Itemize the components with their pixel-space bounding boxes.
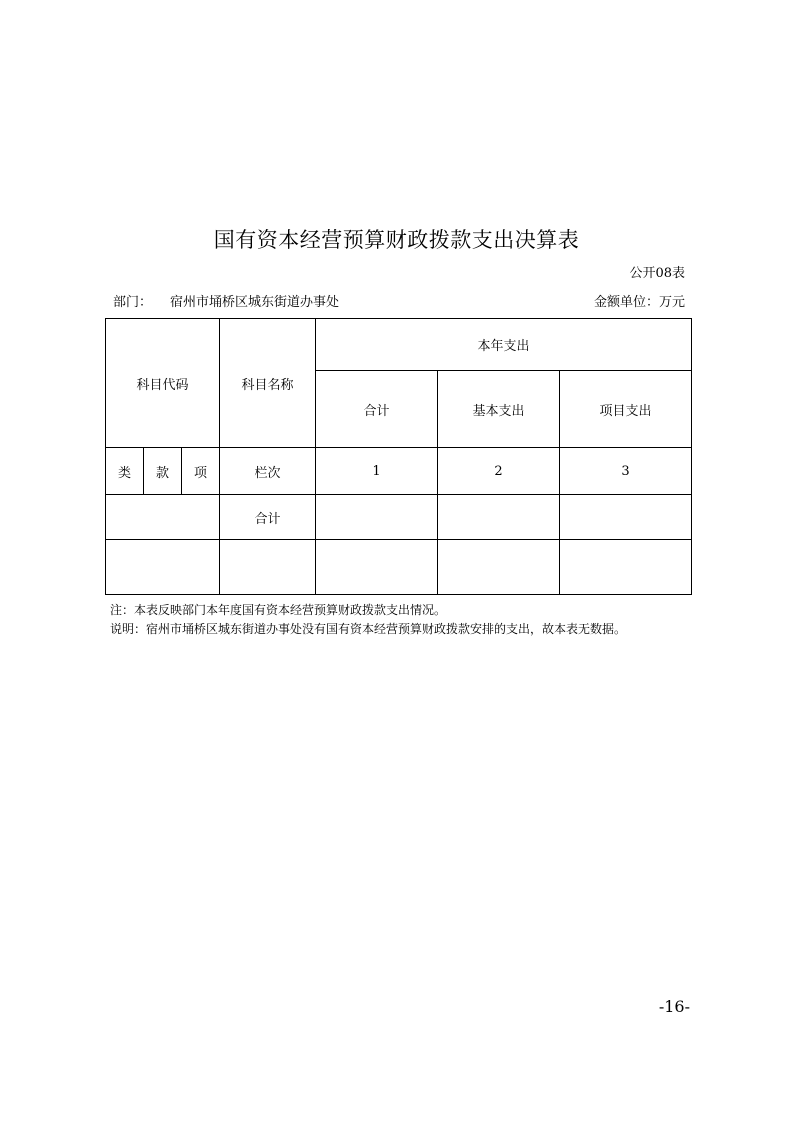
empty-row-total [316,540,438,595]
current-year-expenditure-header: 本年支出 [316,319,692,371]
page-number: -16- [658,997,690,1016]
page-title: 国有资本经营预算财政拨款支出决算表 [213,228,580,252]
empty-row-name [220,540,316,595]
expenditure-table [105,318,692,595]
amount-unit: 金额单位：万元 [593,295,685,310]
form-number: 公开08表 [629,266,685,281]
empty-row-code [106,540,220,595]
empty-row-project [560,540,692,595]
class-header: 类 [106,448,144,495]
xiang-header: 项 [182,448,220,495]
subject-name-header: 科目名称 [220,319,316,448]
total-row-basic [438,495,560,540]
department-value: 宿州市埇桥区城东街道办事处 [170,295,340,310]
table-note: 注：本表反映部门本年度国有资本经营预算财政拨款支出情况。 [110,603,447,617]
subject-code-header: 科目代码 [106,319,220,448]
column-index-2: 2 [438,448,560,495]
column-index-1: 1 [316,448,438,495]
empty-row-basic [438,540,560,595]
total-header: 合计 [316,371,438,448]
column-index-3: 3 [560,448,692,495]
department-label: 部门： [113,295,153,310]
project-expenditure-header: 项目支出 [560,371,692,448]
column-index-label: 栏次 [220,448,316,495]
total-row-project [560,495,692,540]
total-row-code [106,495,220,540]
table-explanation: 说明：宿州市埇桥区城东街道办事处没有国有资本经营预算财政拨款安排的支出，故本表无数据。 [110,622,627,636]
total-row-total [316,495,438,540]
basic-expenditure-header: 基本支出 [438,371,560,448]
total-row-label: 合计 [220,495,316,540]
kuan-header: 款 [144,448,182,495]
